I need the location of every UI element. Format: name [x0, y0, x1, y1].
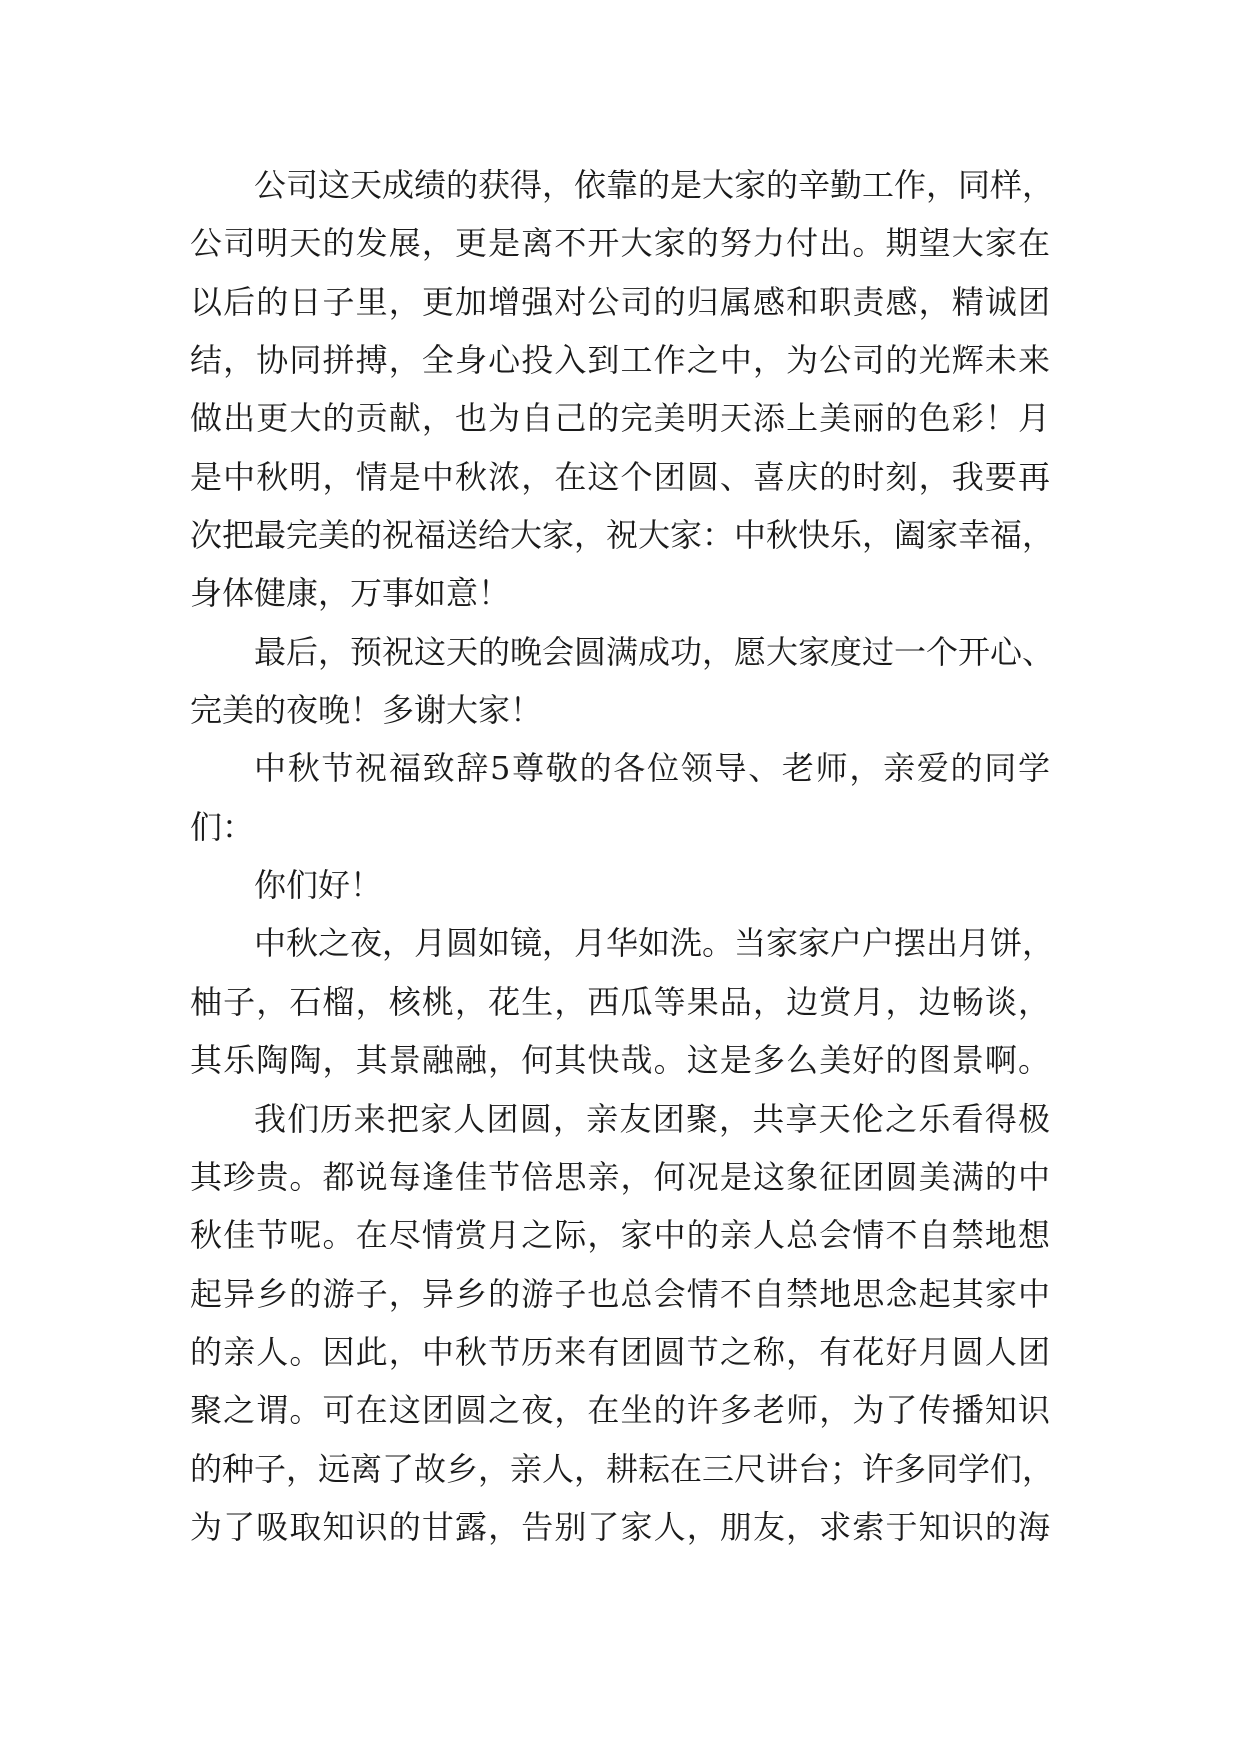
text-line: 其乐陶陶，其景融融，何其快哉。这是多么美好的图景啊。 — [190, 1041, 1050, 1080]
paragraph-speech-heading — [190, 739, 1050, 856]
paragraph-closing-wishes — [190, 623, 1055, 740]
text-line: 起异乡的游子，异乡的游子也总会情不自禁地思念起其家中 — [190, 1274, 1050, 1313]
document-page — [190, 156, 1055, 1556]
text-line: 的种子，远离了故乡，亲人，耕耘在三尺讲台；许多同学们， — [190, 1449, 1055, 1488]
text-line: 次把最完美的祝福送给大家，祝大家：中秋快乐，阖家幸福， — [190, 516, 1055, 555]
text-line: 完美的夜晚！多谢大家！ — [190, 691, 543, 730]
paragraph-reunion — [190, 1090, 1055, 1557]
text-line: 公司明天的发展，更是离不开大家的努力付出。期望大家在 — [190, 224, 1050, 263]
text-line: 聚之谓。可在这团圆之夜，在坐的许多老师，为了传播知识 — [190, 1391, 1050, 1430]
text-line: 你们好！ — [254, 866, 383, 905]
text-line: 以后的日子里，更加增强对公司的归属感和职责感，精诚团 — [190, 282, 1050, 321]
text-line: 最后，预祝这天的晚会圆满成功，愿大家度过一个开心、 — [254, 632, 1055, 671]
text-line: 其珍贵。都说每逢佳节倍思亲，何况是这象征团圆美满的中 — [190, 1157, 1050, 1196]
text-line: 中秋之夜，月圆如镜，月华如洗。当家家户户摆出月饼， — [254, 924, 1055, 963]
text-line: 秋佳节呢。在尽情赏月之际，家中的亲人总会情不自禁地想 — [190, 1216, 1050, 1255]
text-line: 中秋节祝福致辞5尊敬的各位领导、老师，亲爱的同学 — [254, 749, 1050, 788]
paragraph-company-thanks — [190, 156, 1055, 623]
paragraph-mid-autumn-night — [190, 914, 1055, 1089]
text-line: 们： — [190, 807, 255, 846]
text-line: 柚子，石榴，核桃，花生，西瓜等果品，边赏月，边畅谈， — [190, 982, 1050, 1021]
text-line: 我们历来把家人团圆，亲友团聚，共享天伦之乐看得极 — [254, 1099, 1050, 1138]
paragraph-greeting — [190, 856, 1050, 914]
text-line: 的亲人。因此，中秋节历来有团圆节之称，有花好月圆人团 — [190, 1332, 1050, 1371]
text-line: 做出更大的贡献，也为自己的完美明天添上美丽的色彩！月 — [190, 399, 1050, 438]
text-line: 结，协同拼搏，全身心投入到工作之中，为公司的光辉未来 — [190, 341, 1050, 380]
text-line: 身体健康，万事如意！ — [190, 574, 511, 613]
text-line: 公司这天成绩的获得，依靠的是大家的辛勤工作，同样， — [254, 166, 1055, 204]
text-line: 为了吸取知识的甘露，告别了家人，朋友，求索于知识的海 — [190, 1507, 1050, 1546]
text-line: 是中秋明，情是中秋浓，在这个团圆、喜庆的时刻，我要再 — [190, 457, 1050, 496]
